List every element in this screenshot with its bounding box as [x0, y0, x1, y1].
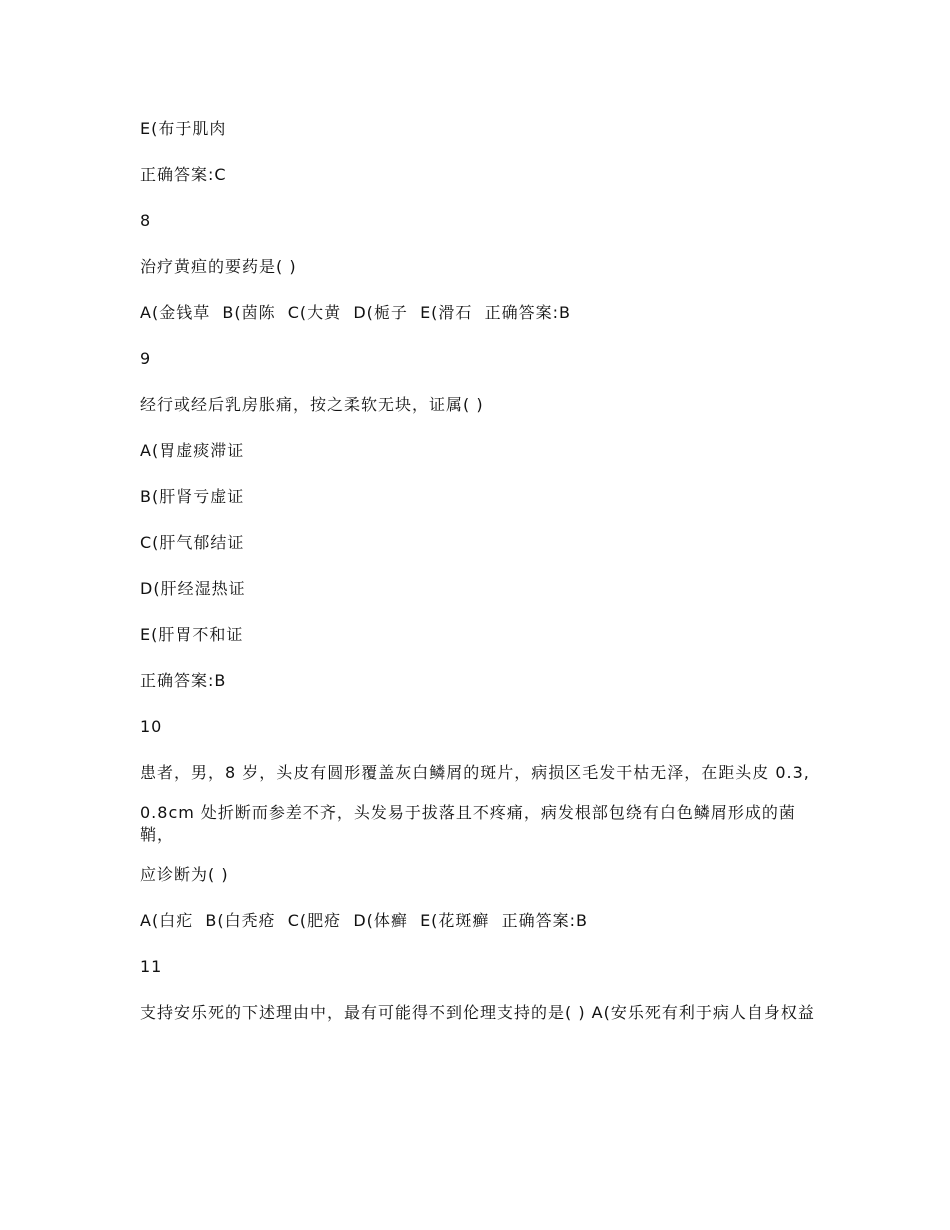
question-number: 9	[140, 349, 152, 368]
question-text: 经行或经后乳房胀痛，按之柔软无块，证属( )	[140, 395, 484, 414]
question-text-continued: 0.8cm 处折断而参差不齐，头发易于拔落且不疼痛，病发根部包绕有白色鳞屑形成的菌鞘，	[140, 803, 796, 844]
option-e-text: E(布于肌肉	[140, 119, 227, 138]
question-number: 8	[140, 211, 152, 230]
answer-text: 正确答案:C	[140, 165, 227, 184]
question-text: 支持安乐死的下述理由中，最有可能得不到伦理支持的是( ) A(安乐死有利于病人自身权益	[140, 1003, 815, 1022]
options-inline-text: A(金钱草 B(茵陈 C(大黄 D(栀子 E(滑石 正确答案:B	[140, 303, 571, 322]
question-number: 11	[140, 957, 163, 976]
answer-text: 正确答案:B	[140, 671, 227, 690]
question-number: 10	[140, 717, 163, 736]
question-text: 治疗黄疸的要药是( )	[140, 257, 297, 276]
option-e-text: E(肝胃不和证	[140, 625, 244, 644]
question-text: 患者，男，8 岁，头皮有圆形覆盖灰白鳞屑的斑片，病损区毛发干枯无泽，在距头皮 0.3,	[140, 763, 810, 782]
option-b-text: B(肝肾亏虚证	[140, 487, 245, 506]
options-inline-text: A(白疕 B(白秃疮 C(肥疮 D(体癣 E(花斑癣 正确答案:B	[140, 911, 588, 930]
question-text-continued: 应诊断为( )	[140, 865, 229, 884]
document-page	[140, 118, 820, 1048]
option-d-text: D(肝经湿热证	[140, 579, 246, 598]
option-c-text: C(肝气郁结证	[140, 533, 245, 552]
option-a-text: A(胃虚痰滞证	[140, 441, 245, 460]
